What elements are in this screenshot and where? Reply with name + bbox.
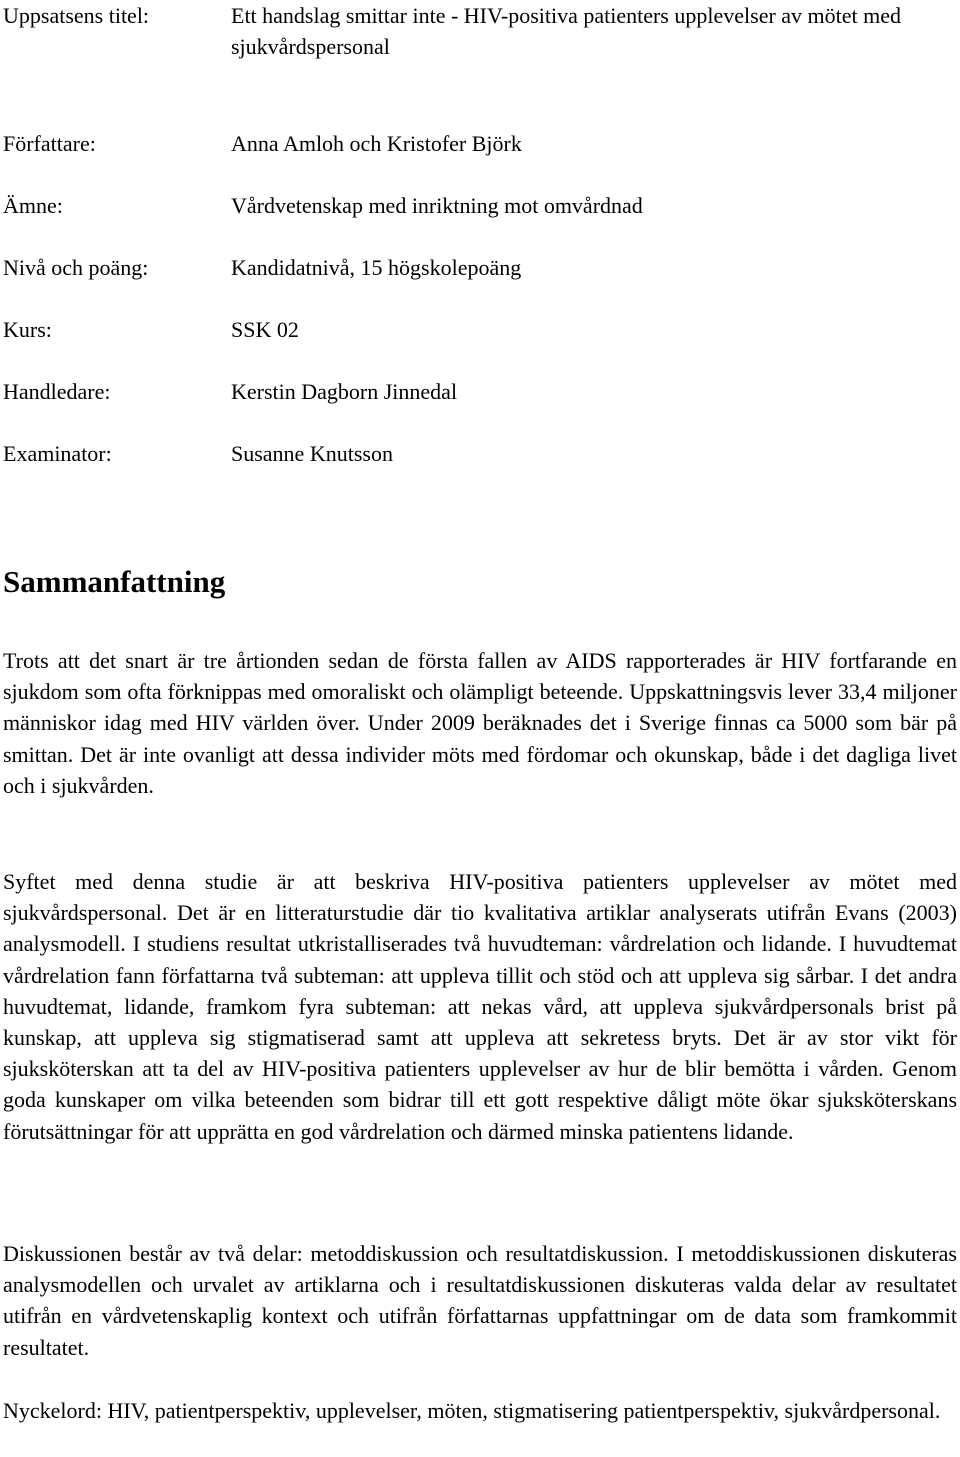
author-label: Författare: (3, 131, 96, 156)
author-value: Anna Amloh och Kristofer Björk (231, 131, 522, 156)
level-label: Nivå och poäng: (3, 255, 149, 280)
title-label: Uppsatsens titel: (3, 3, 150, 28)
course-value: SSK 02 (231, 317, 299, 342)
summary-paragraph-1: Trots att det snart är tre årtionden sedan de första fallen av AIDS rapporterades är HIV fortfarande en sjukdom som ofta förknippas med omoraliskt och olämpligt beteende. Uppskattningsvis lever 33,4 miljoner människor idag med HIV världen över. Under 2009 beräknades det i Sverige finnas ca 5000 som bär på smittan. Det är inte ovanligt att dessa individer möts med fördomar och okunskap, både i det dagliga livet och i sjukvården. (3, 648, 957, 798)
supervisor-label: Handledare: (3, 379, 111, 404)
examiner-label: Examinator: (3, 441, 112, 466)
examiner-value: Susanne Knutsson (231, 441, 393, 466)
summary-paragraph-2: Syftet med denna studie är att beskriva HIV-positiva patienters upplevelser av mötet med sjukvårdspersonal. Det är en litteraturstudie där tio kvalitativa artiklar analyserats utifrån Evans (2003) analysmodell. I studiens resultat utkristalliserades två huvudteman: vårdrelation och lidande. I huvudtemat vårdrelation fann författarna två subteman: att uppleva tillit och stöd och att uppleva sig sårbar. I det andra huvudtemat, lidande, framkom fyra subteman: att nekas vård, att uppleva sjukvårdpersonals brist på kunskap, att uppleva sig stigmatiserad samt att uppleva att sekretess bryts. Det är av stor vikt för sjuksköterskan att ta del av HIV-positiva patienters upplevelser av hur de blir bemötta i vården. Genom goda kunskaper om vilka beteenden som bidrar till ett gott respektive dåligt möte ökar sjuksköterskans förutsättningar för att upprätta en god vårdrelation och därmed minska patientens lidande. (3, 869, 957, 1144)
supervisor-value: Kerstin Dagborn Jinnedal (231, 379, 458, 404)
level-value: Kandidatnivå, 15 högskolepoäng (231, 255, 522, 280)
title-value: Ett handslag smittar inte - HIV-positiva patienters upplevelser av mötet med sjukvårdspersonal (231, 3, 902, 59)
keywords-paragraph: Nyckelord: HIV, patientperspektiv, upplevelser, möten, stigmatisering patientperspektiv, sjukvårdpersonal. (3, 1398, 941, 1423)
summary-heading: Sammanfattning (3, 564, 226, 599)
summary-paragraph-3: Diskussionen består av två delar: metoddiskussion och resultatdiskussion. I metoddiskussionen diskuteras analysmodellen och urvalet av artiklarna och i resultatdiskussionen diskuteras valda delar av resultatet utifrån en vårdvetenskaplig kontext och utifrån författarnas uppfattningar om de data som framkommit resultatet. (3, 1241, 957, 1360)
course-label: Kurs: (3, 317, 52, 342)
subject-label: Ämne: (3, 193, 63, 218)
subject-value: Vårdvetenskap med inriktning mot omvårdnad (231, 193, 643, 218)
